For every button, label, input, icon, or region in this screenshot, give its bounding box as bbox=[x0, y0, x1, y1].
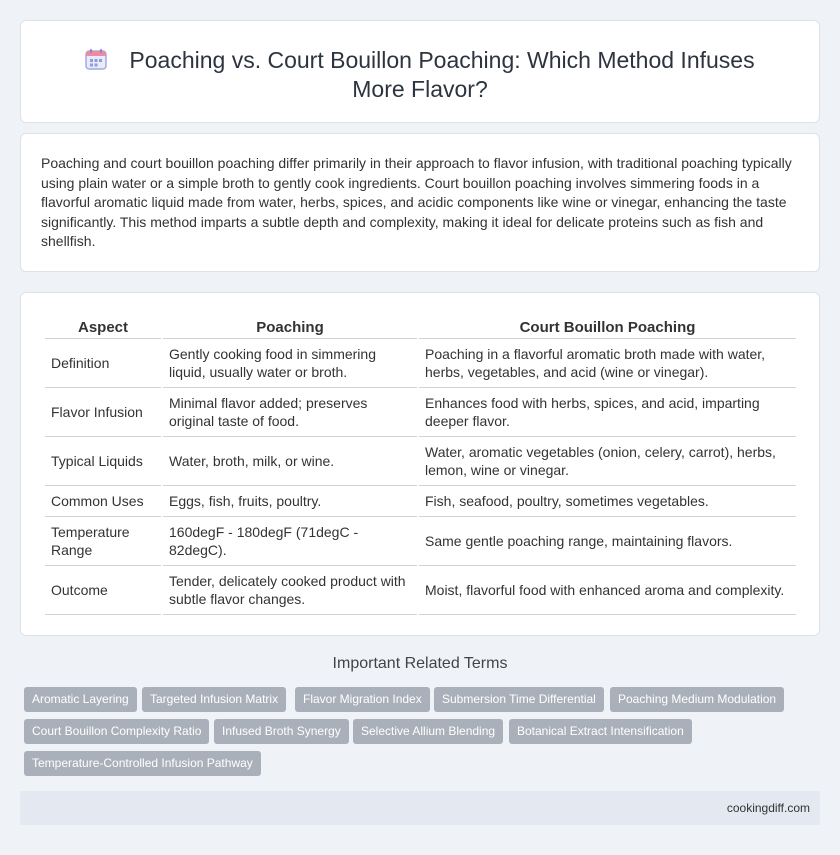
tag-targeted-infusion-matrix[interactable]: Targeted Infusion Matrix bbox=[142, 687, 286, 712]
intro-paragraph: Poaching and court bouillon poaching differ primarily in their approach to flavor infusion, with traditional poaching typically using plain water or a simple broth to gently cook ingredients. Court bouillon poaching involves simmering foods in a flavorful aromatic liquid made from water, herbs, spices, and acidic components like wine or vinegar, enhancing the taste significantly. This method imparts a subtle depth and complexity, making it ideal for delicate proteins such as fish and shellfish. bbox=[41, 155, 792, 249]
row-aspect: Temperature Range bbox=[45, 517, 161, 566]
page-title: Poaching vs. Court Bouillon Poaching: Which Method Infuses More Flavor? bbox=[129, 47, 755, 102]
table-row bbox=[45, 437, 796, 486]
page-title-wrap bbox=[61, 46, 779, 104]
row-poaching: Tender, delicately cooked product with subtle flavor changes. bbox=[163, 566, 417, 615]
table-row bbox=[45, 566, 796, 615]
tag-temperature-controlled-infusion-pathway[interactable]: Temperature-Controlled Infusion Pathway bbox=[24, 751, 261, 776]
row-poaching: Eggs, fish, fruits, poultry. bbox=[163, 486, 417, 517]
row-aspect: Typical Liquids bbox=[45, 437, 161, 486]
header-aspect: Aspect bbox=[45, 313, 161, 339]
footer-site-link[interactable]: cookingdiff.com bbox=[726, 801, 810, 815]
tag-selective-allium-blending[interactable]: Selective Allium Blending bbox=[353, 719, 503, 744]
row-poaching: Minimal flavor added; preserves original taste of food. bbox=[163, 388, 417, 437]
tag-court-bouillon-complexity-ratio[interactable]: Court Bouillon Complexity Ratio bbox=[24, 719, 209, 744]
row-aspect: Common Uses bbox=[45, 486, 161, 517]
row-court-bouillon: Moist, flavorful food with enhanced aroma and complexity. bbox=[419, 566, 796, 615]
related-terms-title: Important Related Terms bbox=[332, 655, 508, 672]
comparison-card bbox=[20, 292, 820, 636]
footer bbox=[20, 791, 820, 825]
table-row bbox=[45, 339, 796, 388]
row-poaching: 160degF - 180degF (71degC - 82degC). bbox=[163, 517, 417, 566]
row-poaching: Gently cooking food in simmering liquid, usually water or broth. bbox=[163, 339, 417, 388]
title-card bbox=[20, 20, 820, 123]
row-aspect: Flavor Infusion bbox=[45, 388, 161, 437]
calendar-icon bbox=[85, 48, 107, 70]
row-court-bouillon: Fish, seafood, poultry, sometimes vegetables. bbox=[419, 486, 796, 517]
tag-aromatic-layering[interactable]: Aromatic Layering bbox=[24, 687, 137, 712]
header-court-bouillon: Court Bouillon Poaching bbox=[419, 313, 796, 339]
tag-botanical-extract-intensification[interactable]: Botanical Extract Intensification bbox=[509, 719, 692, 744]
tag-submersion-time-differential[interactable]: Submersion Time Differential bbox=[434, 687, 604, 712]
row-aspect: Outcome bbox=[45, 566, 161, 615]
tag-poaching-medium-modulation[interactable]: Poaching Medium Modulation bbox=[610, 687, 784, 712]
tag-infused-broth-synergy[interactable]: Infused Broth Synergy bbox=[214, 719, 349, 744]
table-row bbox=[45, 388, 796, 437]
header-poaching: Poaching bbox=[163, 313, 417, 339]
row-court-bouillon: Water, aromatic vegetables (onion, celery, carrot), herbs, lemon, wine or vinegar. bbox=[419, 437, 796, 486]
table-row bbox=[45, 486, 796, 517]
row-poaching: Water, broth, milk, or wine. bbox=[163, 437, 417, 486]
comparison-table bbox=[43, 313, 798, 615]
intro-card bbox=[20, 133, 820, 272]
table-row bbox=[45, 517, 796, 566]
row-aspect: Definition bbox=[45, 339, 161, 388]
table-header-row bbox=[45, 313, 796, 339]
row-court-bouillon: Same gentle poaching range, maintaining flavors. bbox=[419, 517, 796, 566]
row-court-bouillon: Enhances food with herbs, spices, and acid, imparting deeper flavor. bbox=[419, 388, 796, 437]
row-court-bouillon: Poaching in a flavorful aromatic broth made with water, herbs, vegetables, and acid (wine or vinegar). bbox=[419, 339, 796, 388]
tag-flavor-migration-index[interactable]: Flavor Migration Index bbox=[295, 687, 430, 712]
